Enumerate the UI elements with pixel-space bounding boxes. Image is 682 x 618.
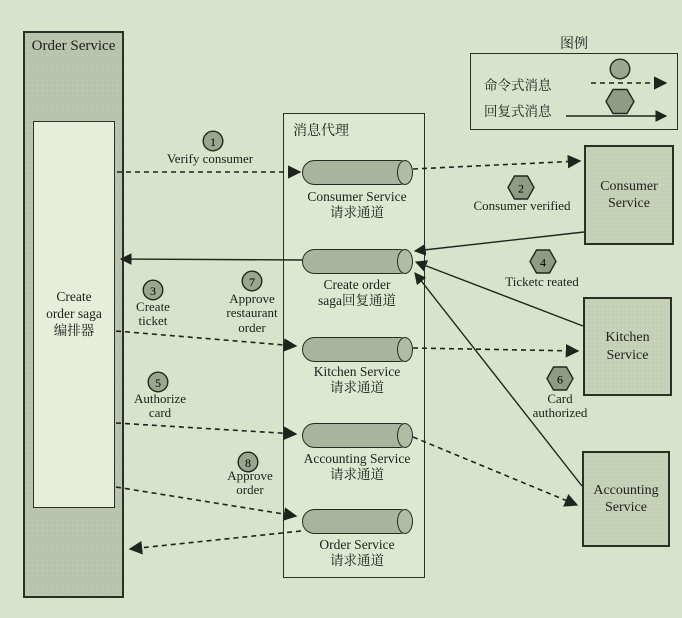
svg-text:1: 1 xyxy=(210,135,216,149)
svg-text:5: 5 xyxy=(155,376,161,390)
channel-cylinder-icon xyxy=(302,160,412,185)
step-6-hexagon-badge xyxy=(546,366,574,391)
step-5-label: Authorize card xyxy=(134,391,186,421)
arrow-authorize-card-in xyxy=(413,437,577,505)
cylinder-cap xyxy=(397,337,413,362)
accounting-service-box: Accounting Service xyxy=(582,451,670,547)
cylinder-cap xyxy=(397,249,413,274)
step-7-circle-badge xyxy=(241,270,263,292)
arrow-create-ticket-in xyxy=(413,348,578,351)
arrow-authorize-card-out xyxy=(116,423,296,434)
kitchen-service-box: Kitchen Service xyxy=(583,297,672,396)
arrow-consumer-verified-reply xyxy=(415,232,584,251)
channel-label-accounting-request: Accounting Service 请求通道 xyxy=(303,451,411,483)
step-4-label: Ticketc reated xyxy=(505,274,579,289)
step-7-label: Approve restaurant order xyxy=(226,291,278,335)
channel-cylinder-icon xyxy=(302,249,412,274)
svg-text:4: 4 xyxy=(540,255,546,270)
channel-cylinder-icon xyxy=(302,423,412,448)
order-service-title: Order Service xyxy=(31,38,116,54)
step-5-circle-badge xyxy=(147,371,169,393)
svg-text:2: 2 xyxy=(518,181,524,196)
channel-label-order-request: Order Service 请求通道 xyxy=(319,537,395,569)
step-4-hexagon-badge xyxy=(529,249,557,274)
svg-text:3: 3 xyxy=(150,284,156,298)
step-2-hexagon-badge xyxy=(507,175,535,200)
channel-label-kitchen-request: Kitchen Service 请求通道 xyxy=(313,364,401,396)
svg-text:6: 6 xyxy=(557,372,563,387)
step-2-label: Consumer verified xyxy=(473,198,571,213)
svg-text:7: 7 xyxy=(249,275,255,289)
step-3-label: Create ticket xyxy=(136,299,170,329)
step-6-label: Card authorized xyxy=(532,391,588,421)
cylinder-cap xyxy=(397,160,413,185)
saga-orchestrator-label: Create order saga 编排器 xyxy=(46,289,102,338)
arrow-approve-order-in xyxy=(130,531,301,549)
command-message-icon xyxy=(609,58,631,80)
legend-item-reply-label: 回复式消息 xyxy=(484,104,552,119)
arrow-reply-to-orchestrator xyxy=(121,259,302,260)
cylinder-cap xyxy=(397,509,413,534)
consumer-service-box: Consumer Service xyxy=(584,145,674,245)
legend-item-command-label: 命令式消息 xyxy=(484,78,552,93)
message-broker-title: 消息代理 xyxy=(293,124,349,139)
arrow-verify-consumer-in xyxy=(413,161,580,169)
channel-label-consumer-request: Consumer Service 请求通道 xyxy=(307,189,407,221)
step-8-label: Approve order xyxy=(227,468,273,498)
step-1-label: Verify consumer xyxy=(166,151,254,166)
reply-message-icon xyxy=(605,88,635,115)
channel-cylinder-icon xyxy=(302,337,412,362)
svg-text:8: 8 xyxy=(245,456,251,470)
step-3-circle-badge xyxy=(142,279,164,301)
channel-cylinder-icon xyxy=(302,509,412,534)
cylinder-cap xyxy=(397,423,413,448)
legend-title: 图例 xyxy=(560,37,588,52)
channel-label-saga-reply: Create order saga回复通道 xyxy=(318,277,396,309)
arrow-ticket-created-reply xyxy=(416,262,583,326)
step-1-circle-badge xyxy=(202,130,224,152)
